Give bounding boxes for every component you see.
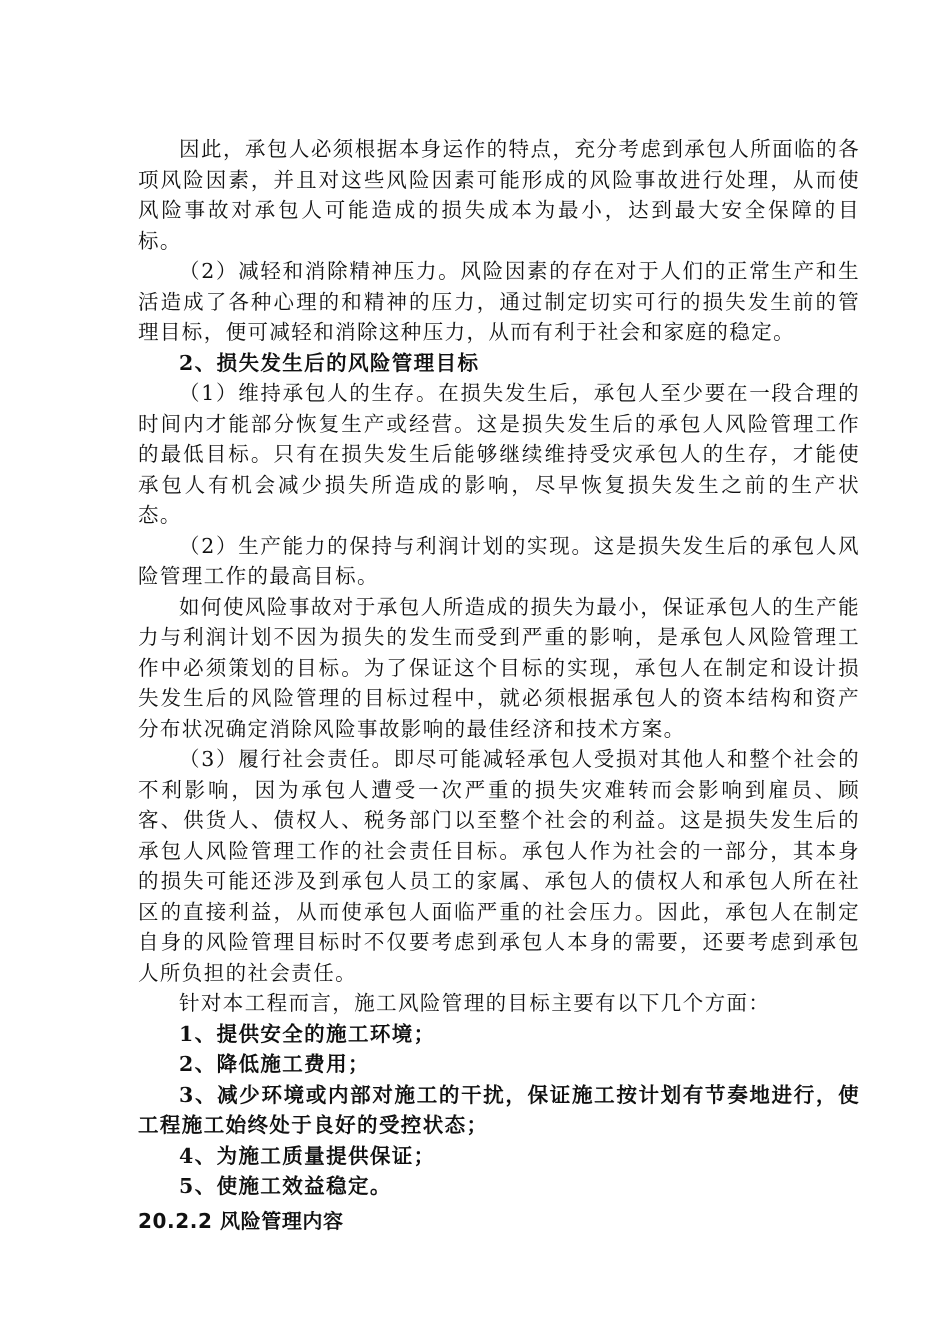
body-paragraph: 因此，承包人必须根据本身运作的特点，充分考虑到承包人所面临的各项风险因素，并且对这些风险因素可能形成的风险事故进行处理，从而使风险事故对承包人可能造成的损失成本为最小，达到最大安全保障的目标。	[138, 137, 860, 253]
body-paragraph: （1）维持承包人的生存。在损失发生后，承包人至少要在一段合理的时间内才能部分恢复生产或经营。这是损失发生后的承包人风险管理工作的最低目标。只有在损失发生后能够继续维持受灾承包人的生存，才能使承包人有机会减少损失所造成的影响，尽早恢复损失发生之前的生产状态。	[138, 381, 860, 527]
body-paragraph: （2）生产能力的保持与利润计划的实现。这是损失发生后的承包人风险管理工作的最高目标。	[138, 533, 860, 588]
list-item: 3、减少环境或内部对施工的干扰，保证施工按计划有节奏地进行，使工程施工始终处于良好的受控状态；	[138, 1082, 860, 1137]
list-item: 1、提供安全的施工环境；	[179, 1021, 436, 1046]
list-item: 4、为施工质量提供保证；	[179, 1143, 436, 1168]
body-paragraph: 针对本工程而言，施工风险管理的目标主要有以下几个方面：	[179, 991, 771, 1015]
body-paragraph: （2）减轻和消除精神压力。风险因素的存在对于人们的正常生产和生活造成了各种心理的和精神的压力，通过制定切实可行的损失发生前的管理目标，便可减轻和消除这种压力，从而有利于社会和家庭的稳定。	[138, 259, 860, 344]
section-heading: 20.2.2 风险管理内容	[138, 1208, 344, 1233]
document-page	[138, 134, 860, 1236]
list-item: 2、降低施工费用；	[179, 1052, 370, 1076]
list-item: 5、使施工效益稳定。	[179, 1174, 392, 1198]
body-paragraph: 如何使风险事故对于承包人所造成的损失为最小，保证承包人的生产能力与利润计划不因为损失的发生而受到严重的影响，是承包人风险管理工作中必须策划的目标。为了保证这个目标的实现，承包人在制定和设计损失发生后的风险管理的目标过程中，就必须根据承包人的资本结构和资产分布状况确定消除风险事故影响的最佳经济和技术方案。	[138, 594, 860, 741]
subheading: 2、损失发生后的风险管理目标	[179, 350, 480, 375]
body-paragraph: （3）履行社会责任。即尽可能减轻承包人受损对其他人和整个社会的不利影响，因为承包人遭受一次严重的损失灾难转而会影响到雇员、顾客、供货人、债权人、税务部门以至整个社会的利益。这是损失发生后的承包人风险管理工作的社会责任目标。承包人作为社会的一部分，其本身的损失可能还涉及到承包人员工的家属、承包人的债权人和承包人所在社区的直接利益，从而使承包人面临严重的社会压力。因此，承包人在制定自身的风险管理目标时不仅要考虑到承包人本身的需要，还要考虑到承包人所负担的社会责任。	[138, 747, 860, 985]
